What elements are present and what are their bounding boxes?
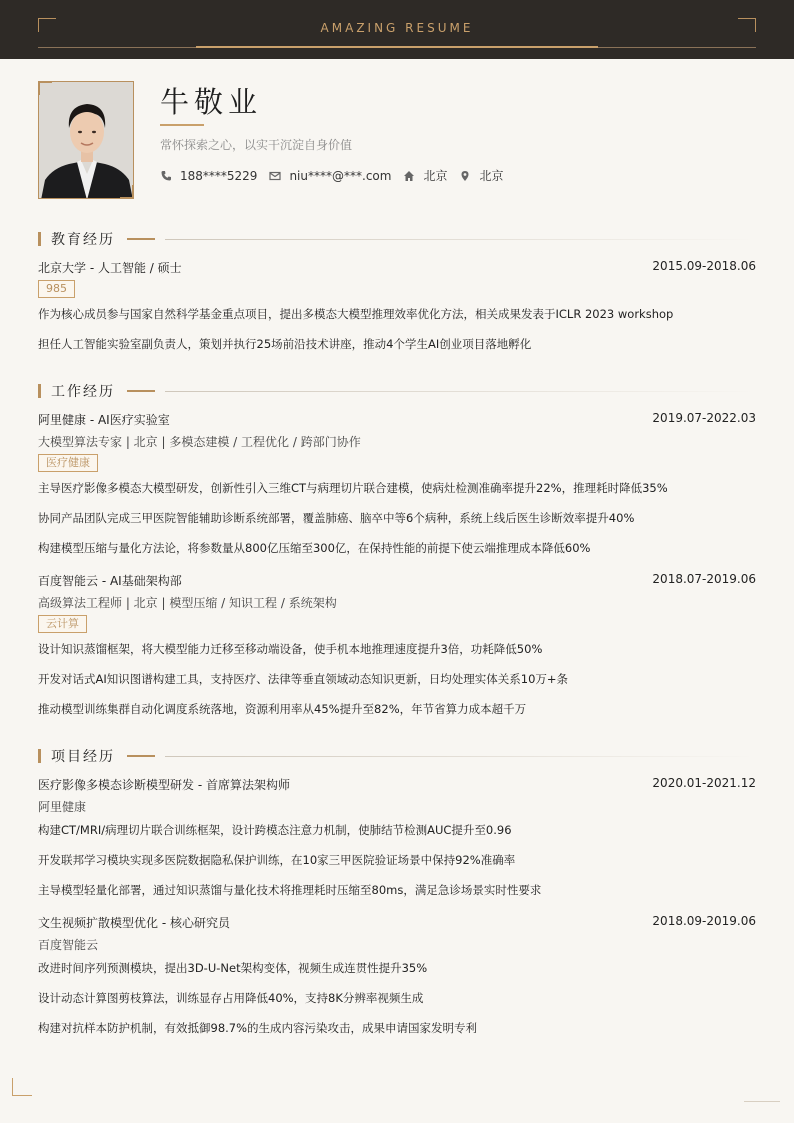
section-title: 教育经历 <box>51 232 115 248</box>
section-rule <box>165 756 756 757</box>
avatar-portrait <box>39 82 134 199</box>
footer-rule <box>744 1101 780 1102</box>
phone-number: 188****5229 <box>180 168 258 183</box>
bullet-item: 开发联邦学习模块实现多医院数据隐私保护训练，在10家三甲医院验证场景中保持92%准确率 <box>38 853 516 867</box>
section-dash <box>127 238 155 240</box>
mail-icon <box>269 170 281 182</box>
header-bar <box>0 0 794 59</box>
section-work-header <box>38 383 756 399</box>
section-title: 项目经历 <box>51 749 115 765</box>
contact-home <box>403 167 447 184</box>
photo-corner-ornament <box>38 81 52 95</box>
date-range: 2018.09-2019.06 <box>652 914 756 928</box>
bullet-item: 构建模型压缩与量化方法论，将参数量从800亿压缩至300亿，在保持性能的前提下使云端推理成本降低60% <box>38 541 591 555</box>
home-city: 北京 <box>423 169 448 183</box>
brand-title: AMAZING RESUME <box>320 21 474 35</box>
bullet-item: 作为核心成员参与国家自然科学基金重点项目，提出多模态大模型推理效率优化方法，相关成果发表于ICLR 2023 workshop <box>38 307 674 321</box>
company-name: 百度智能云 - AI基础架构部 <box>38 574 182 588</box>
project-org: 阿里健康 <box>38 800 87 814</box>
bullet-item: 构建对抗样本防护机制，有效抵御98.7%的生成内容污染攻击，成果申请国家发明专利 <box>38 1021 478 1035</box>
project-entry <box>38 776 756 793</box>
date-range: 2015.09-2018.06 <box>652 259 756 273</box>
contact-row <box>160 167 515 184</box>
project-org: 百度智能云 <box>38 938 99 952</box>
bullet-item: 设计知识蒸馏框架，将大模型能力迁移至移动端设备，使手机本地推理速度提升3倍，功耗降低50% <box>38 642 543 656</box>
profile-photo <box>38 81 134 199</box>
section-rule <box>165 239 756 240</box>
contact-phone <box>160 169 257 183</box>
home-icon <box>403 170 415 182</box>
section-marker <box>38 232 41 246</box>
section-projects-header <box>38 748 756 764</box>
school-name: 北京大学 - 人工智能 / 硕士 <box>38 261 182 275</box>
bullet-item: 主导模型轻量化部署，通过知识蒸馏与量化技术将推理耗时压缩至80ms，满足急诊场景实时性要求 <box>38 883 542 897</box>
contact-location <box>459 167 503 184</box>
candidate-name: 牛敬业 <box>160 85 263 119</box>
contact-email <box>269 169 391 183</box>
section-marker <box>38 384 41 398</box>
industry-tag: 医疗健康 <box>38 454 98 472</box>
education-entry <box>38 259 756 276</box>
section-education-header <box>38 231 756 247</box>
job-entry <box>38 572 756 589</box>
section-dash <box>127 755 155 757</box>
bullet-item: 协同产品团队完成三甲医院智能辅助诊断系统部署，覆盖肺癌、脑卒中等6个病种，系统上线后医生诊断效率提升40% <box>38 511 635 525</box>
project-entry <box>38 914 756 931</box>
bullet-item: 主导医疗影像多模态大模型研发，创新性引入三维CT与病理切片联合建模，使病灶检测准确率提升22%，推理耗时降低35% <box>38 481 668 495</box>
header-accent-rule <box>196 46 598 48</box>
bullet-item: 开发对话式AI知识图谱构建工具，支持医疗、法律等垂直领域动态知识更新，日均处理实体关系10万+条 <box>38 672 569 686</box>
bullet-item: 设计动态计算图剪枝算法，训练显存占用降低40%，支持8K分辨率视频生成 <box>38 991 424 1005</box>
section-title: 工作经历 <box>51 384 115 400</box>
job-entry <box>38 411 756 428</box>
education-tag: 985 <box>38 280 75 298</box>
project-name: 文生视频扩散模型优化 - 核心研究员 <box>38 916 230 930</box>
date-range: 2019.07-2022.03 <box>652 411 756 425</box>
location-pin-icon <box>459 170 471 182</box>
job-role: 大模型算法专家 | 北京 | 多模态建模 / 工程优化 / 跨部门协作 <box>38 435 361 449</box>
phone-icon <box>160 170 172 182</box>
email-address: niu****@***.com <box>289 168 392 183</box>
location-city: 北京 <box>479 169 504 183</box>
section-dash <box>127 390 155 392</box>
date-range: 2020.01-2021.12 <box>652 776 756 790</box>
section-marker <box>38 749 41 763</box>
bullet-item: 构建CT/MRI/病理切片联合训练框架，设计跨模态注意力机制，使肺结节检测AUC提升至0.96 <box>38 823 512 837</box>
name-underline <box>160 124 204 126</box>
photo-corner-ornament <box>120 185 134 199</box>
bullet-item: 推动模型训练集群自动化调度系统落地，资源利用率从45%提升至82%，年节省算力成本超千万 <box>38 702 527 716</box>
section-rule <box>165 391 756 392</box>
job-role: 高级算法工程师 | 北京 | 模型压缩 / 知识工程 / 系统架构 <box>38 596 337 610</box>
bullet-item: 担任人工智能实验室副负责人，策划并执行25场前沿技术讲座，推动4个学生AI创业项目落地孵化 <box>38 337 532 351</box>
company-name: 阿里健康 - AI医疗实验室 <box>38 413 170 427</box>
corner-ornament <box>12 1078 32 1096</box>
date-range: 2018.07-2019.06 <box>652 572 756 586</box>
industry-tag: 云计算 <box>38 615 87 633</box>
project-name: 医疗影像多模态诊断模型研发 - 首席算法架构师 <box>38 778 290 792</box>
tagline: 常怀探索之心，以实干沉淀自身价值 <box>160 138 353 152</box>
bullet-item: 改进时间序列预测模块，提出3D-U-Net架构变体，视频生成连贯性提升35% <box>38 961 428 975</box>
